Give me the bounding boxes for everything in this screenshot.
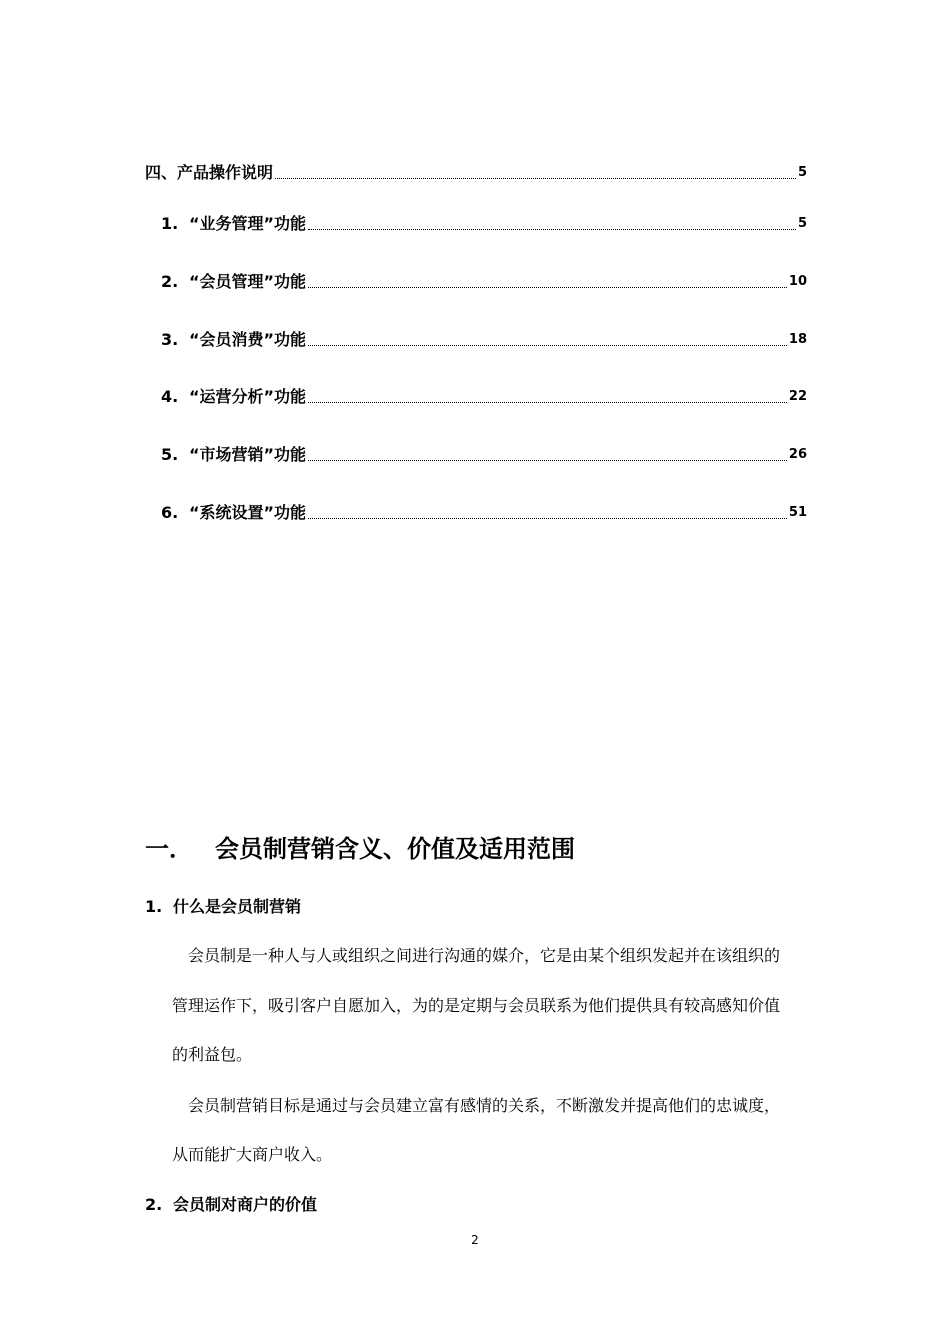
toc-entry-page: 5 — [797, 216, 807, 231]
paragraph-line: 会员制营销目标是通过与会员建立富有感情的关系，不断激发并提高他们的忠诚度， — [188, 1096, 781, 1115]
subsection-number: 2. — [145, 1195, 163, 1214]
toc-dot-leader — [308, 287, 787, 288]
toc-entry-page: 18 — [788, 332, 807, 347]
paragraph-line: 管理运作下，吸引客户自愿加入，为的是定期与会员联系为他们提供具有较高感知价值 — [172, 996, 781, 1015]
toc-entry-title: “业务管理”功能 — [189, 214, 307, 233]
toc-entry-number: 1. — [161, 214, 179, 233]
subsection-title: 什么是会员制营销 — [173, 897, 302, 916]
section-heading — [145, 833, 575, 865]
toc-entry[interactable] — [161, 503, 807, 523]
toc-dot-leader — [308, 229, 796, 230]
subsection-heading — [145, 1194, 317, 1216]
section-number: 一． — [145, 835, 193, 863]
toc-dot-leader — [308, 518, 787, 519]
subsection-title: 会员制对商户的价值 — [173, 1195, 318, 1214]
toc-entry[interactable] — [161, 330, 807, 350]
paragraph-line: 的利益包。 — [172, 1045, 253, 1064]
toc-entry-main[interactable] — [145, 163, 807, 183]
toc-dot-leader — [275, 178, 796, 179]
toc-entry-title: “运营分析”功能 — [189, 387, 307, 406]
toc-entry-number: 3. — [161, 330, 179, 349]
toc-entry[interactable] — [161, 387, 807, 407]
toc-entry-page: 22 — [788, 389, 807, 404]
toc-entry[interactable] — [161, 214, 807, 234]
subsection-number: 1. — [145, 897, 163, 916]
toc-entry-number: 2. — [161, 272, 179, 291]
toc-entry-title: “会员管理”功能 — [189, 272, 307, 291]
subsection-heading — [145, 896, 301, 918]
toc-entry-page: 10 — [788, 274, 807, 289]
paragraph-line: 从而能扩大商户收入。 — [172, 1145, 333, 1164]
toc-dot-leader — [308, 345, 787, 346]
toc-dot-leader — [308, 402, 787, 403]
paragraph-line: 会员制是一种人与人或组织之间进行沟通的媒介，它是由某个组织发起并在该组织的 — [188, 946, 781, 965]
toc-entry-page: 26 — [788, 447, 807, 462]
toc-entry-number: 6. — [161, 503, 179, 522]
section-title: 会员制营销含义、价值及适用范围 — [215, 835, 575, 863]
toc-entry-title: 四、产品操作说明 — [145, 163, 274, 182]
toc-entry-number: 5. — [161, 445, 179, 464]
page-number: 2 — [471, 1233, 479, 1247]
toc-entry[interactable] — [161, 272, 807, 292]
toc-entry-title: “会员消费”功能 — [189, 330, 307, 349]
toc-entry[interactable] — [161, 445, 807, 465]
toc-entry-title: “系统设置”功能 — [189, 503, 307, 522]
toc-entry-number: 4. — [161, 387, 179, 406]
toc-entry-page: 5 — [797, 165, 807, 180]
toc-entry-title: “市场营销”功能 — [189, 445, 307, 464]
toc-dot-leader — [308, 460, 787, 461]
toc-entry-page: 51 — [788, 505, 807, 520]
